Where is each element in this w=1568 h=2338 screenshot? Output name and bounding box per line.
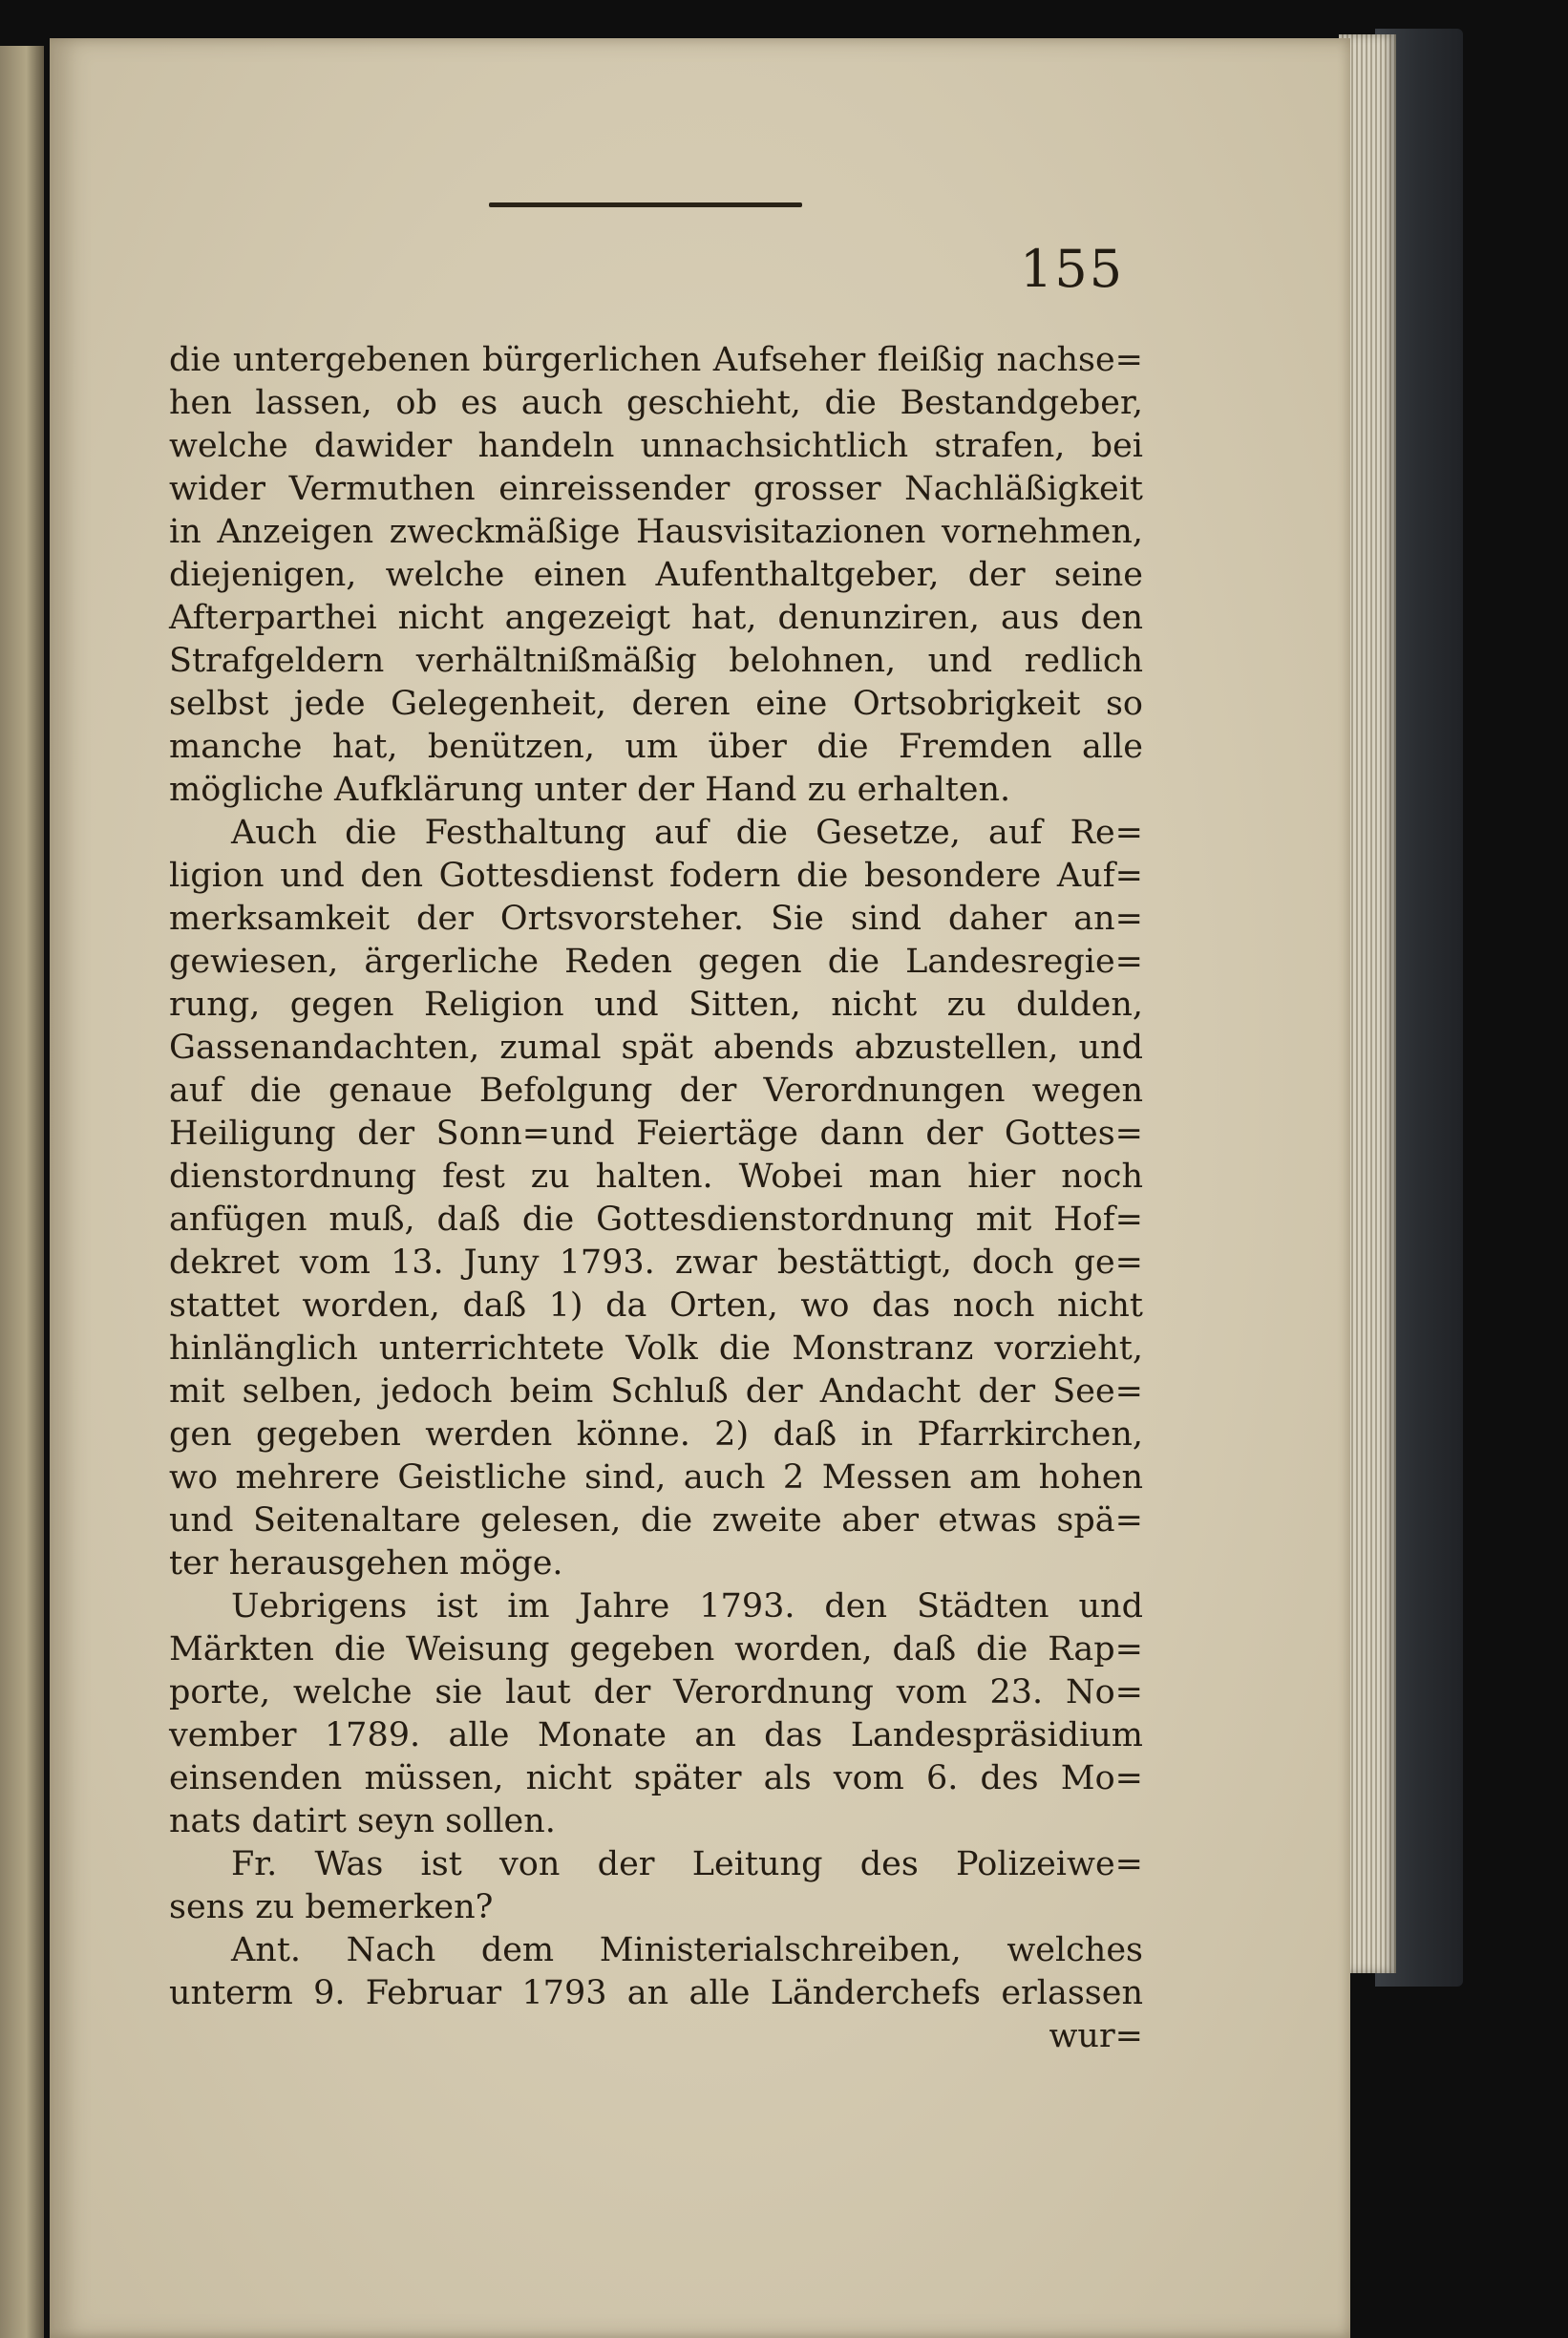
text-line: welche dawider handeln unnachsichtlich strafen, bei	[169, 427, 1143, 465]
text-line: Auch die Festhaltung auf die Gesetze, auf Re=	[231, 814, 1143, 852]
text-line: vember 1789. alle Monate an das Landespräsidium	[169, 1716, 1143, 1754]
text-line: in Anzeigen zweckmäßige Hausvisitazionen vornehmen,	[169, 513, 1143, 551]
text-line: selbst jede Gelegenheit, deren eine Ortsobrigkeit so	[169, 685, 1143, 723]
catchword: wur=	[1049, 2017, 1143, 2055]
text-line: Ant. Nach dem Ministerialschreiben, welches	[231, 1931, 1143, 1969]
book-page	[50, 38, 1350, 2338]
header-rule	[489, 202, 802, 207]
text-line: stattet worden, daß 1) da Orten, wo das noch nicht	[169, 1286, 1143, 1325]
text-line: wider Vermuthen einreissender grosser Nachläßigkeit	[169, 470, 1143, 508]
text-line: wo mehrere Geistliche sind, auch 2 Messen am hohen	[169, 1458, 1143, 1497]
text-line: Märkten die Weisung gegeben worden, daß die Rap=	[169, 1630, 1143, 1668]
text-line: Gassenandachten, zumal spät abends abzustellen, und	[169, 1029, 1143, 1067]
text-line: einsenden müssen, nicht später als vom 6. des Mo=	[169, 1759, 1143, 1797]
text-line: porte, welche sie laut der Verordnung vom 23. No=	[169, 1673, 1143, 1711]
text-line: merksamkeit der Ortsvorsteher. Sie sind daher an=	[169, 900, 1143, 938]
text-line: auf die genaue Befolgung der Verordnungen wegen	[169, 1072, 1143, 1110]
page-number: 155	[1020, 239, 1125, 299]
text-line: hinlänglich unterrichtete Volk die Monstranz vorzieht,	[169, 1329, 1143, 1368]
text-line: unterm 9. Februar 1793 an alle Länderchefs erlassen	[169, 1974, 1143, 2012]
text-line: nats datirt seyn sollen.	[169, 1802, 556, 1840]
text-line: mit selben, jedoch beim Schluß der Andacht der See=	[169, 1372, 1143, 1411]
text-line: Heiligung der Sonn=und Feiertäge dann der Gottes=	[169, 1115, 1143, 1153]
text-line: mögliche Aufklärung unter der Hand zu erhalten.	[169, 771, 1011, 809]
text-line: Strafgeldern verhältnißmäßig belohnen, und redlich	[169, 642, 1143, 680]
text-line: die untergebenen bürgerlichen Aufseher fleißig nachse=	[169, 341, 1143, 379]
text-line: hen lassen, ob es auch geschieht, die Bestandgeber,	[169, 384, 1143, 422]
text-line: Afterparthei nicht angezeigt hat, denunziren, aus den	[169, 599, 1143, 637]
text-line: Fr. Was ist von der Leitung des Polizeiwe=	[231, 1845, 1143, 1883]
text-line: ligion und den Gottesdienst fodern die besondere Auf=	[169, 857, 1143, 895]
facing-page-edge	[0, 46, 44, 2338]
text-line: gewiesen, ärgerliche Reden gegen die Landesregie=	[169, 943, 1143, 981]
text-line: sens zu bemerken?	[169, 1888, 494, 1926]
text-line: ter herausgehen möge.	[169, 1544, 563, 1583]
text-line: anfügen muß, daß die Gottesdienstordnung mit Hof=	[169, 1201, 1143, 1239]
text-line: Uebrigens ist im Jahre 1793. den Städten und	[231, 1587, 1143, 1626]
text-line: und Seitenaltare gelesen, die zweite aber etwas spä=	[169, 1501, 1143, 1540]
text-line: manche hat, benützen, um über die Fremden alle	[169, 728, 1143, 766]
text-line: gen gegeben werden könne. 2) daß in Pfarrkirchen,	[169, 1415, 1143, 1454]
text-line: diejenigen, welche einen Aufenthaltgeber, der seine	[169, 556, 1143, 594]
text-line: rung, gegen Religion und Sitten, nicht zu dulden,	[169, 986, 1143, 1024]
text-line: dienstordnung fest zu halten. Wobei man hier noch	[169, 1158, 1143, 1196]
text-line: dekret vom 13. Juny 1793. zwar bestättigt, doch ge=	[169, 1243, 1143, 1282]
